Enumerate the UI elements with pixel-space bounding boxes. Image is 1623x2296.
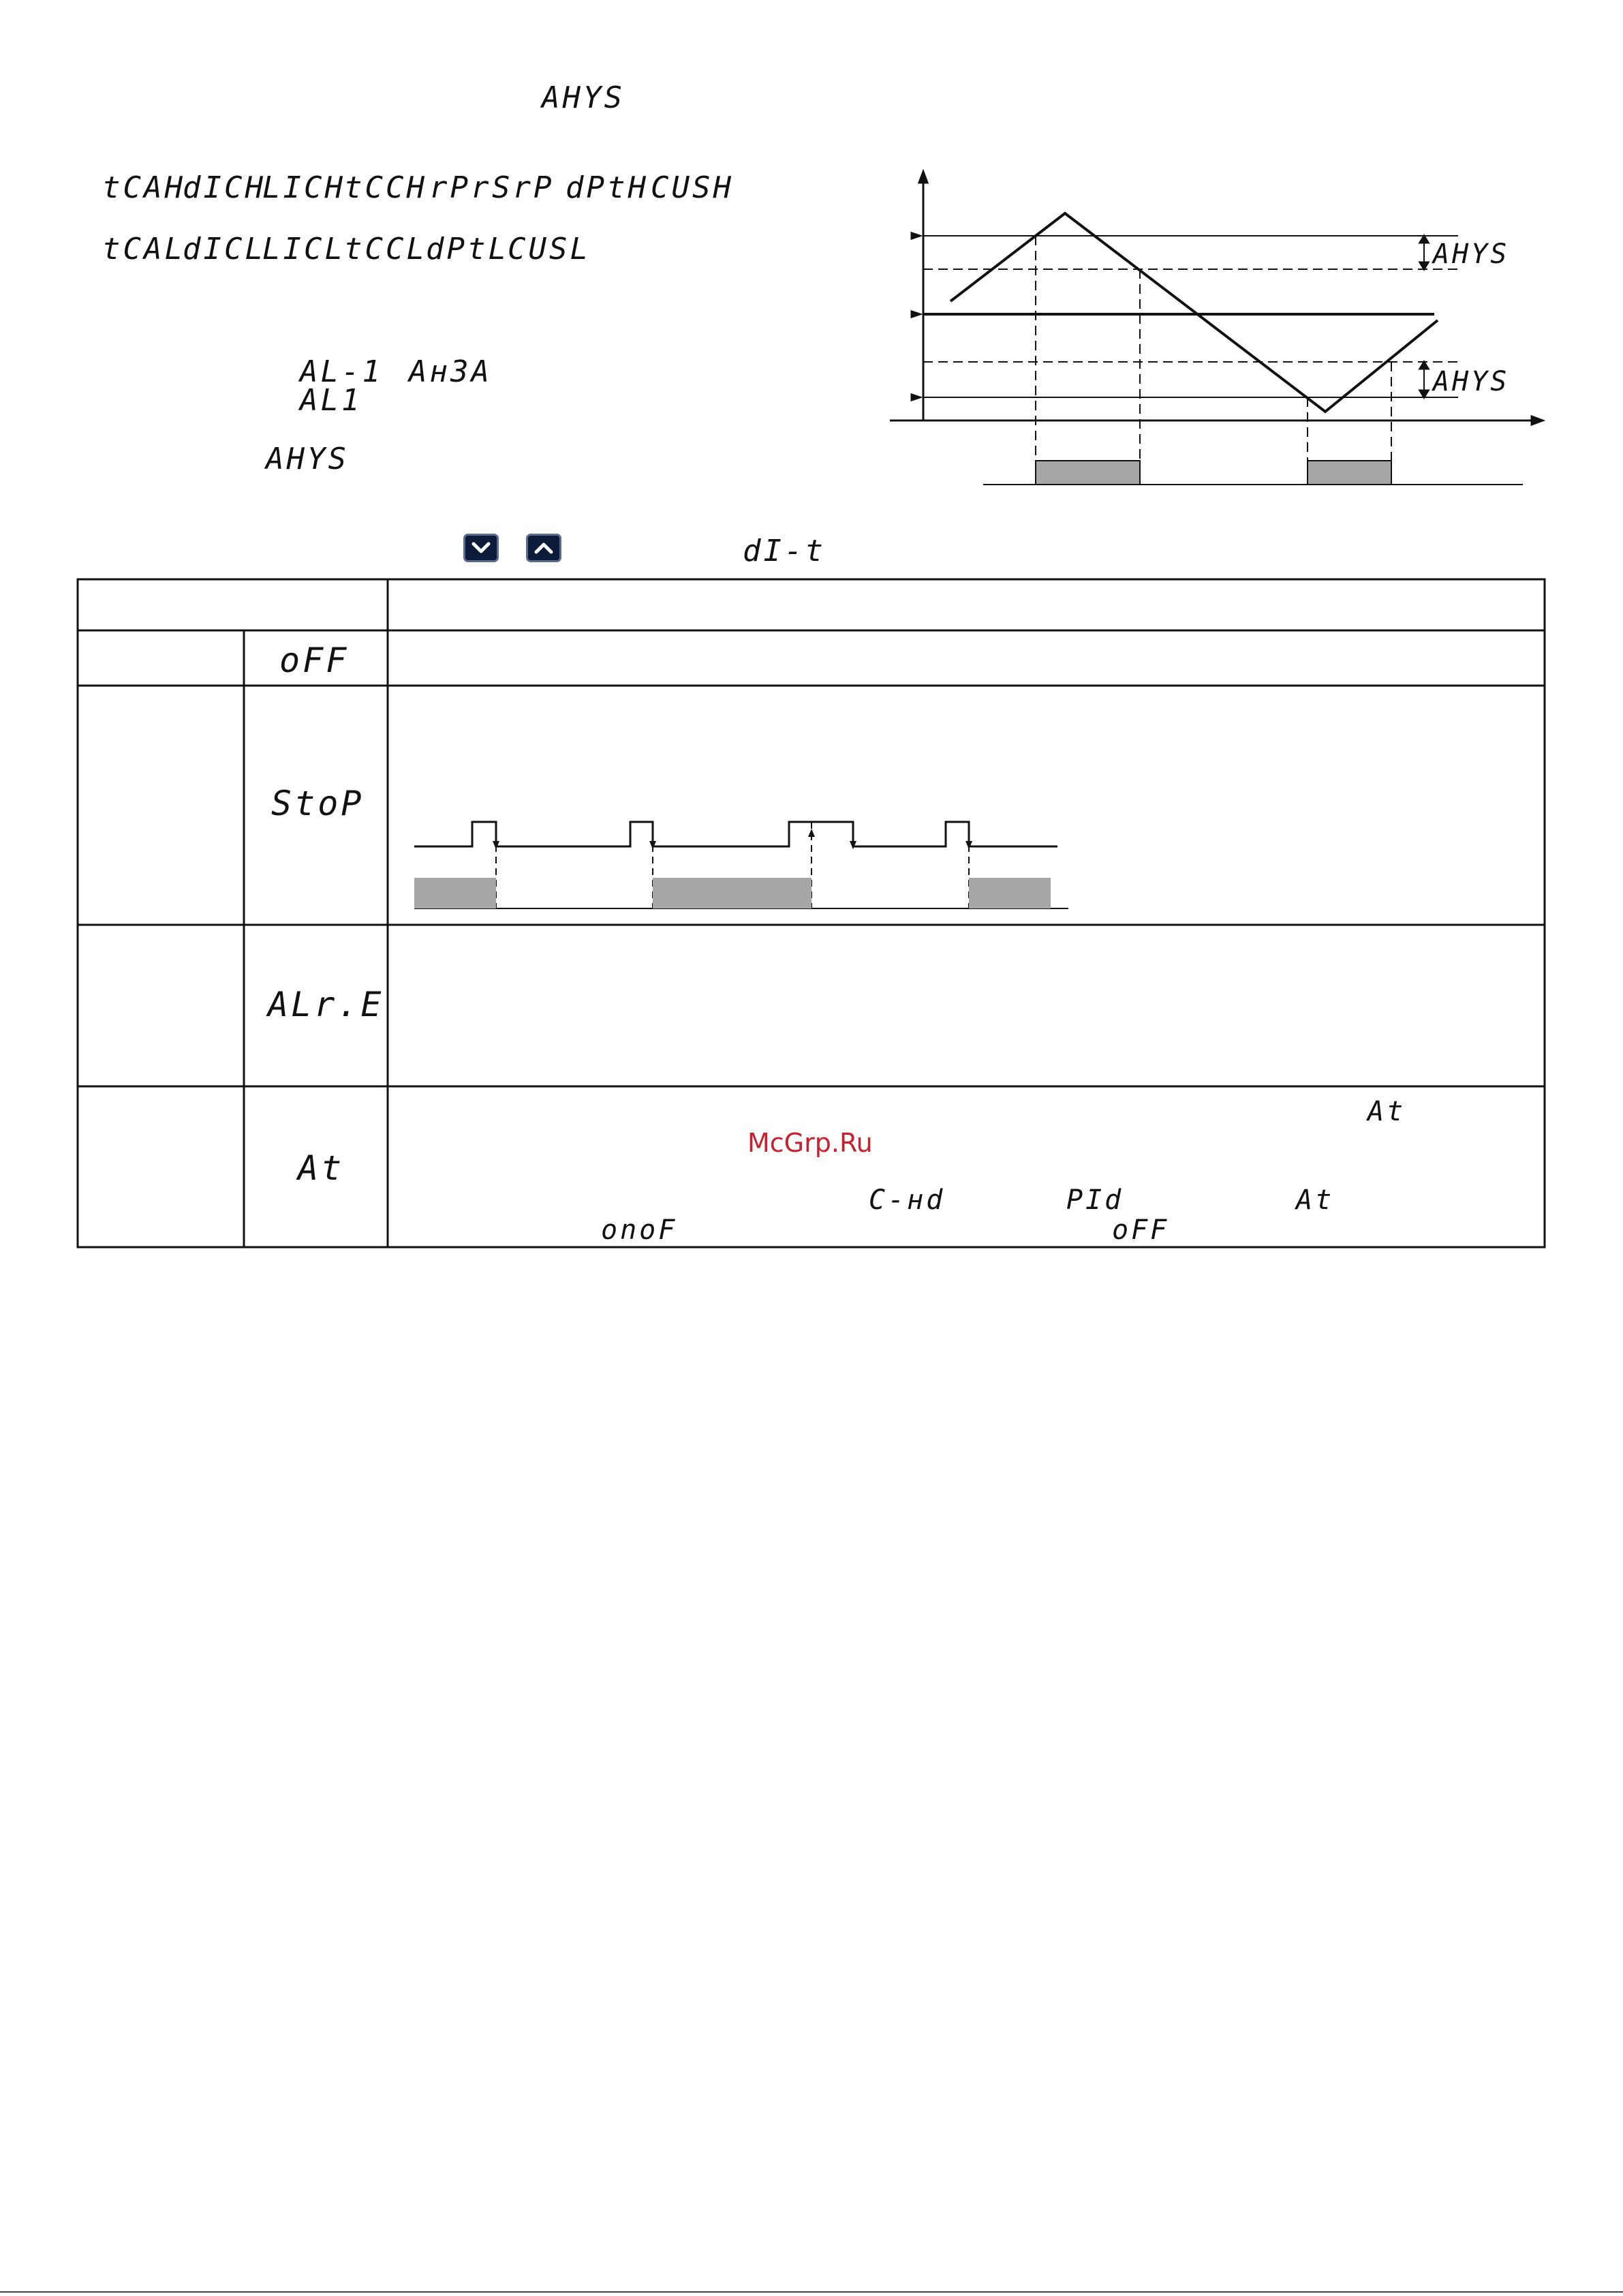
at-inline-code-1: At	[1367, 1096, 1406, 1127]
cmd-inline-code: C-нd	[869, 1184, 946, 1216]
code-LICL: LICL	[262, 232, 345, 266]
code-tCCH: tCCH	[344, 170, 427, 205]
code-dICL: dICL	[183, 232, 266, 266]
watermark-text: McGrp.Ru	[747, 1128, 873, 1158]
code-tCAL: tCAL	[102, 232, 185, 266]
page-bottom-rule	[0, 2291, 1623, 2293]
row-code-at: At	[298, 1148, 345, 1188]
di-param-code: dI-t	[743, 534, 826, 568]
code-tCAH: tCAH	[102, 170, 185, 205]
at-inline-code-2: At	[1296, 1184, 1335, 1216]
stop-on-2	[653, 878, 812, 908]
lower-hys-label: AHYS	[1433, 366, 1510, 397]
alarm-code-2: AL1	[300, 383, 362, 418]
row-code-off: oFF	[279, 641, 350, 680]
upper-hys-label: AHYS	[1433, 239, 1510, 270]
off-inline-code: oFF	[1112, 1214, 1170, 1246]
alarm-mode-code: Aн3A	[409, 354, 492, 389]
hys-heading-code: AHYS	[542, 80, 625, 115]
code-dPtL: dPtL	[426, 232, 509, 266]
onof-inline-code: onoF	[601, 1214, 678, 1246]
input-pulse-train	[414, 822, 1057, 846]
row-code-alre: ALr.E	[268, 985, 384, 1024]
code-LICH: LICH	[262, 170, 345, 205]
code-SrP: SrP	[492, 170, 555, 205]
code-CUSH: CUSH	[651, 170, 734, 205]
code-dPtH: dPtH	[566, 170, 649, 205]
stop-on-1	[414, 878, 496, 908]
code-tCCL: tCCL	[344, 232, 427, 266]
code-CUSL: CUSL	[508, 232, 591, 266]
stop-on-3	[969, 878, 1051, 908]
pid-inline-code: PId	[1066, 1184, 1124, 1216]
hys-note-code: AHYS	[266, 442, 349, 476]
code-dICH: dICH	[183, 170, 266, 205]
alarm-code-1: AL-1	[300, 354, 383, 389]
code-rPr: rPr	[429, 170, 492, 205]
row-code-stop: StoP	[271, 784, 365, 823]
